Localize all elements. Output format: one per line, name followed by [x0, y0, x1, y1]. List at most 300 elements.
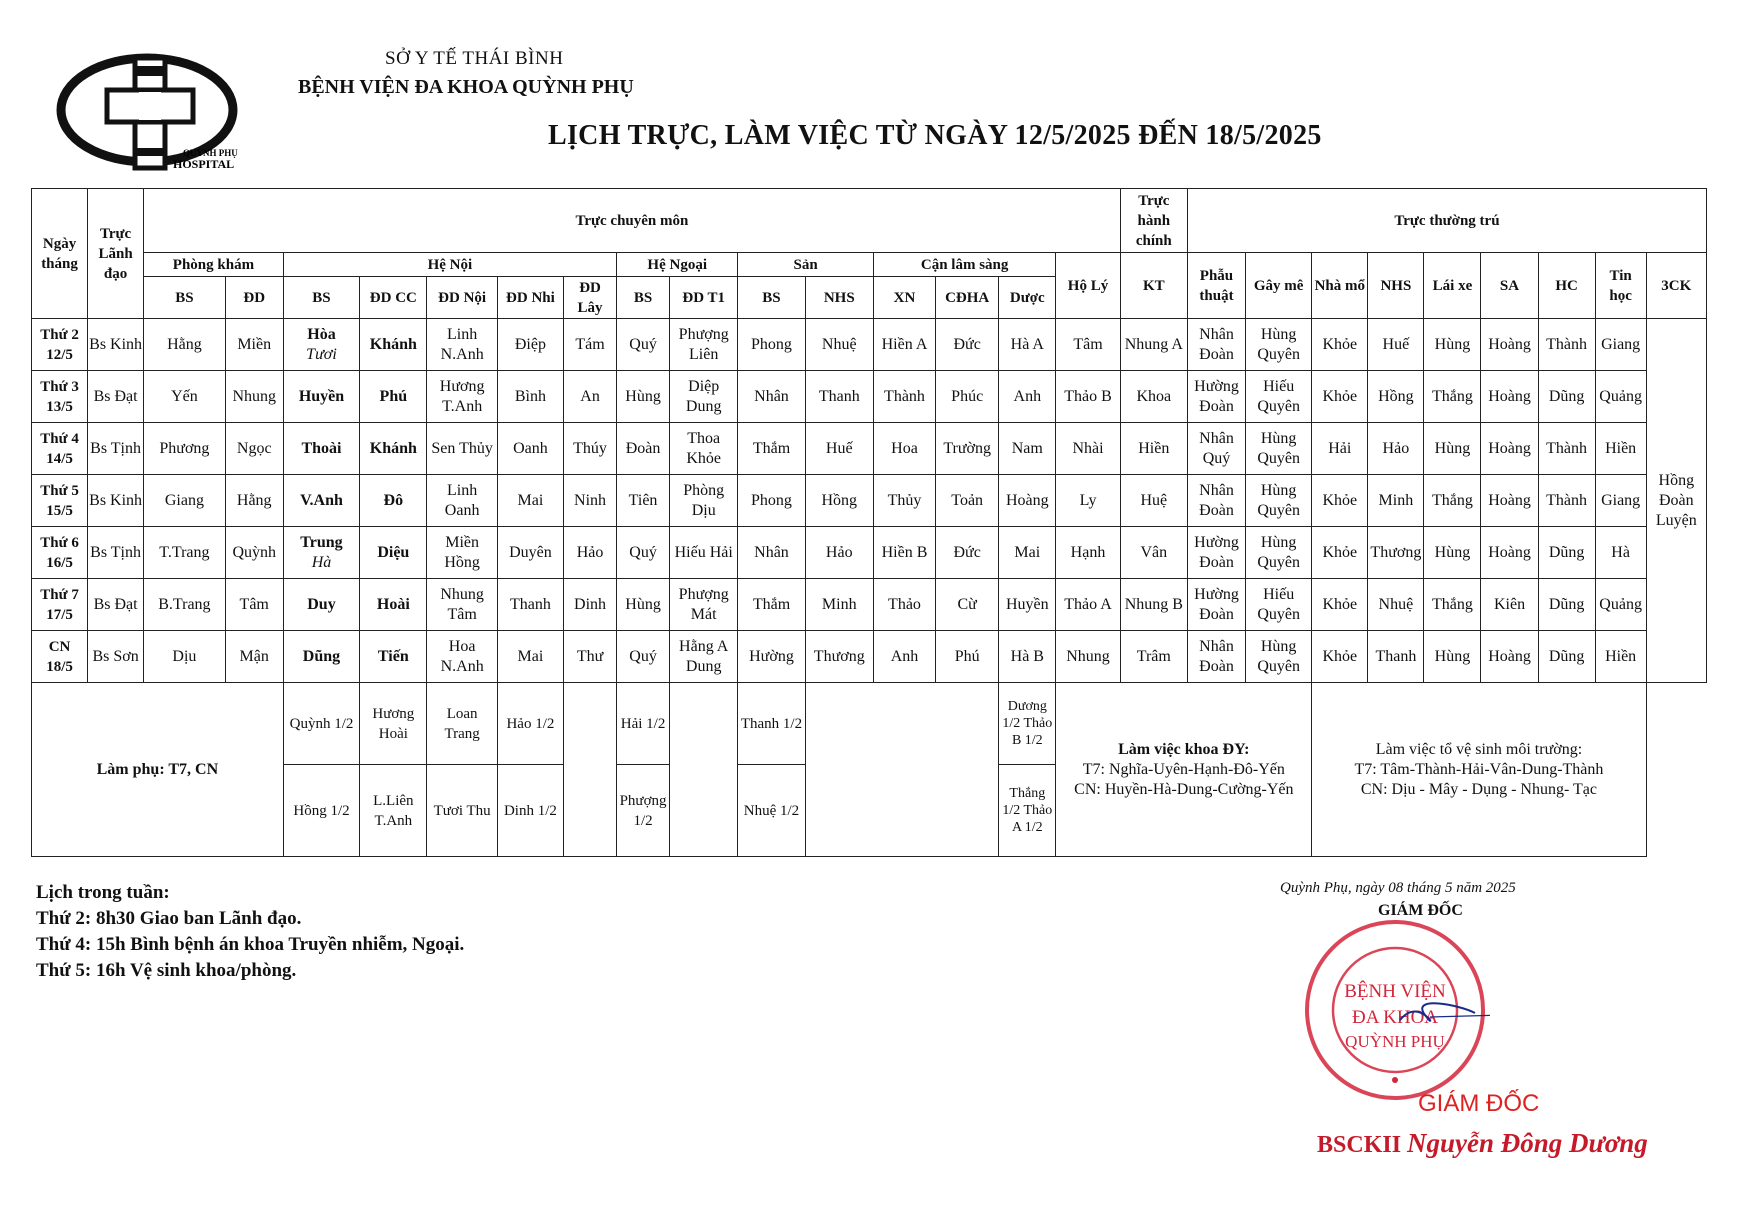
cell-value: Thảo	[888, 595, 921, 613]
cell-value: Hiền B	[881, 543, 928, 561]
cell-value: Đức	[953, 335, 981, 353]
cell-value: Hà B	[1010, 647, 1044, 665]
table-row	[32, 423, 1707, 475]
schedule-cell	[936, 423, 999, 475]
schedule-cell	[873, 475, 935, 527]
schedule-cell	[427, 527, 497, 579]
notes-line-3: Thứ 5: 16h Vệ sinh khoa/phòng.	[36, 960, 297, 981]
col-san-bs: BS	[738, 277, 805, 319]
row-day-name: Thứ 2	[40, 326, 79, 343]
schedule-cell	[1187, 319, 1245, 371]
row-leader: Bs Đạt	[88, 371, 144, 423]
cell-value: Ngọc	[236, 439, 272, 457]
cell-value: Thành	[884, 387, 925, 405]
schedule-cell	[225, 371, 283, 423]
schedule-cell	[1246, 527, 1312, 579]
cell-value: Hùng	[1434, 543, 1471, 561]
cell-value: Hoàng	[1488, 491, 1531, 509]
schedule-cell	[873, 319, 935, 371]
row-day	[32, 631, 88, 683]
notes-title: Lịch trong tuần:	[36, 882, 170, 903]
row-day-name: Thứ 5	[40, 482, 79, 499]
row-day	[32, 527, 88, 579]
schedule-cell	[283, 423, 359, 475]
cell-value: Thoa Khỏe	[686, 429, 722, 467]
schedule-cell	[1424, 423, 1481, 475]
schedule-cell	[936, 371, 999, 423]
schedule-cell	[936, 319, 999, 371]
schedule-cell	[1368, 631, 1424, 683]
cell-value: Duy	[307, 595, 336, 613]
schedule-cell	[564, 631, 617, 683]
cell-value: Hoàng	[1488, 387, 1531, 405]
row-day-name: Thứ 6	[40, 534, 79, 551]
cell-value: Hùng Quyên	[1257, 325, 1300, 363]
col-noi-ddlay: ĐD Lây	[564, 277, 617, 319]
col-noi-ddnoi: ĐD Nội	[427, 277, 497, 319]
schedule-cell	[144, 423, 226, 475]
schedule-cell	[283, 371, 359, 423]
cell-value: Nhung A	[1124, 335, 1183, 353]
schedule-cell	[1424, 631, 1481, 683]
schedule-cell	[225, 319, 283, 371]
schedule-cell	[617, 631, 670, 683]
schedule-cell	[1538, 527, 1595, 579]
row-date: 17/5	[46, 606, 73, 623]
schedule-cell	[1424, 319, 1481, 371]
group-can-lam-sang: Cận lâm sàng	[873, 253, 1055, 277]
ve-sinh-cn: CN: Dịu - Mây - Dụng - Nhung- Tạc	[1360, 780, 1597, 798]
cell-value: Hùng	[1434, 647, 1471, 665]
header-day: Ngày tháng	[32, 189, 88, 319]
cell-value: Thảo B	[1064, 387, 1112, 405]
notes-line-1: Thứ 2: 8h30 Giao ban Lãnh đạo.	[36, 908, 302, 929]
cell-value: Hảo	[1382, 439, 1410, 457]
cell-value: Hiếu Quyên	[1257, 377, 1300, 415]
schedule-cell	[670, 631, 738, 683]
schedule-cell	[497, 423, 563, 475]
cell-value: Yến	[171, 387, 198, 405]
cell-value: Hạnh	[1070, 543, 1106, 561]
schedule-cell	[1595, 371, 1646, 423]
schedule-cell	[1187, 423, 1245, 475]
cell-value: Huyền	[298, 387, 345, 405]
group-phong-kham: Phòng khám	[144, 253, 284, 277]
row-day-name: CN	[48, 638, 71, 655]
cell-value: Hằng A Dung	[679, 637, 729, 675]
cell-value: Phú	[954, 647, 980, 665]
row-day	[32, 475, 88, 527]
schedule-cell	[1120, 423, 1187, 475]
cell-value: Khoa	[1136, 387, 1172, 405]
cell-value: T.Trang	[159, 543, 210, 561]
cell-sub-value: Hà	[311, 553, 332, 571]
cell-value: Thành	[1546, 491, 1588, 509]
schedule-cell	[1368, 423, 1424, 475]
schedule-cell	[1538, 319, 1595, 371]
cell-value: Hùng Quyên	[1257, 429, 1300, 467]
schedule-cell	[497, 475, 563, 527]
cell-value: Thúy	[573, 439, 607, 457]
schedule-cell	[1595, 527, 1646, 579]
schedule-cell	[617, 319, 670, 371]
cell-value: Hiền	[1138, 439, 1170, 457]
schedule-cell	[225, 579, 283, 631]
schedule-cell	[1056, 423, 1120, 475]
lam-phu-cell: Hải 1/2	[617, 683, 670, 765]
cell-value: Quý	[629, 647, 657, 665]
row-date: 16/5	[46, 554, 73, 571]
header-thuong-tru: Trực thường trú	[1187, 189, 1706, 253]
cell-value: Thành	[1546, 335, 1588, 353]
cell-value: Phòng Dịu	[683, 481, 725, 519]
cell-value: Thanh	[509, 595, 551, 613]
schedule-cell	[225, 631, 283, 683]
row-day-name: Thứ 7	[40, 586, 79, 603]
cell-value: Hằng	[167, 335, 202, 353]
cell-value: Hùng	[625, 595, 661, 613]
hospital-logo	[55, 48, 255, 183]
cell-value: Hoa	[891, 439, 918, 457]
schedule-cell	[936, 527, 999, 579]
cell-value: Thảo A	[1064, 595, 1112, 613]
col-nha-mo: Nhà mổ	[1312, 253, 1368, 319]
logo-text-1: QUỲNH PHỤ	[183, 148, 238, 158]
cell-value: Thắng	[1432, 491, 1473, 509]
cell-value: Quý	[629, 543, 657, 561]
group-ho-ly: Hộ Lý	[1056, 253, 1120, 319]
row-day	[32, 319, 88, 371]
col-ngoai-bs: BS	[617, 277, 670, 319]
lam-phu-label: Làm phụ: T7, CN	[32, 683, 284, 857]
schedule-cell	[738, 371, 805, 423]
cell-value: Phúc	[951, 387, 984, 405]
schedule-cell	[360, 319, 427, 371]
cell-value: Hồng	[1378, 387, 1414, 405]
schedule-cell	[497, 371, 563, 423]
row-day	[32, 423, 88, 475]
schedule-cell	[1481, 527, 1538, 579]
notes-line-2: Thứ 4: 15h Bình bệnh án khoa Truyền nhiễm, Ngoại.	[36, 934, 465, 955]
schedule-cell	[1538, 475, 1595, 527]
cell-value: Nhân Đoàn	[1199, 481, 1234, 519]
cell-value: Nhân Đoàn	[1199, 325, 1234, 363]
col-noi-bs: BS	[283, 277, 359, 319]
schedule-cell	[360, 527, 427, 579]
signer	[1317, 1128, 1648, 1159]
ve-sinh-title: Làm việc tổ vệ sinh môi trường:	[1375, 740, 1583, 758]
schedule-cell	[1481, 579, 1538, 631]
ve-sinh-t7: T7: Tâm-Thành-Hải-Vân-Dung-Thành	[1354, 760, 1604, 778]
cell-value: Hiếu Quyên	[1257, 585, 1300, 623]
schedule-cell	[999, 319, 1056, 371]
cell-value: Nhung Tâm	[440, 585, 484, 623]
table-row	[32, 527, 1707, 579]
schedule-cell	[805, 631, 873, 683]
cell-value: Nhân Quý	[1199, 429, 1234, 467]
cell-value: Khánh	[369, 335, 417, 353]
row-leader: Bs Sơn	[88, 631, 144, 683]
cell-value: Anh	[1013, 387, 1042, 405]
schedule-cell	[360, 423, 427, 475]
lam-phu-empty	[564, 683, 617, 857]
schedule-cell	[1538, 579, 1595, 631]
cell-value: V.Anh	[300, 491, 343, 509]
cell-value: Huế	[825, 439, 853, 457]
schedule-cell	[283, 527, 359, 579]
cell-value: Khỏe	[1322, 387, 1358, 405]
row-day	[32, 371, 88, 423]
cell-value: Nhung	[1066, 647, 1110, 665]
schedule-cell	[225, 527, 283, 579]
lam-phu-cell: L.Liên T.Anh	[360, 765, 427, 857]
schedule-cell	[360, 371, 427, 423]
table-row	[32, 631, 1707, 683]
lam-phu-cell: Hảo 1/2	[497, 683, 563, 765]
cell-value: Thành	[1546, 439, 1588, 457]
schedule-cell	[427, 319, 497, 371]
schedule-cell	[1056, 631, 1120, 683]
department-name: SỞ Y TẾ THÁI BÌNH	[385, 48, 564, 69]
table-row	[32, 475, 1707, 527]
schedule-cell	[564, 527, 617, 579]
cell-value: Hà	[1611, 543, 1630, 561]
cell-value: Hà A	[1010, 335, 1044, 353]
khoa-dy-box	[1056, 683, 1312, 857]
schedule-cell	[1246, 319, 1312, 371]
schedule-cell	[564, 423, 617, 475]
schedule-cell	[283, 579, 359, 631]
schedule-cell	[497, 319, 563, 371]
schedule-cell	[283, 475, 359, 527]
lam-phu-cell: Thắng 1/2 Thảo A 1/2	[999, 765, 1056, 857]
schedule-cell	[805, 527, 873, 579]
schedule-cell	[144, 319, 226, 371]
schedule-cell	[427, 423, 497, 475]
row-day-name: Thứ 4	[40, 430, 79, 447]
row-date: 14/5	[46, 450, 73, 467]
schedule-cell	[999, 423, 1056, 475]
schedule-rows	[32, 319, 1707, 683]
table-row	[32, 371, 1707, 423]
lam-phu-cell: Loan Trang	[427, 683, 497, 765]
cell-value: Hảo	[825, 543, 853, 561]
signer-degree: BSCKII	[1317, 1132, 1402, 1158]
cell-value: Hoàng	[1488, 335, 1531, 353]
cell-value: Hiền	[1605, 647, 1637, 665]
schedule-cell	[1120, 527, 1187, 579]
schedule-cell	[360, 579, 427, 631]
cell-value: Hùng Quyên	[1257, 637, 1300, 675]
cell-value: Hoa N.Anh	[440, 637, 484, 675]
cell-value: Trung	[300, 533, 343, 551]
schedule-cell	[999, 579, 1056, 631]
schedule-cell	[805, 423, 873, 475]
schedule-cell	[360, 631, 427, 683]
schedule-cell	[1312, 579, 1368, 631]
cell-value: Dịu	[172, 647, 197, 665]
col-cdha: CĐHA	[936, 277, 999, 319]
schedule-cell	[1481, 423, 1538, 475]
cell-value: Dũng	[1548, 543, 1585, 561]
cell-value: B.Trang	[158, 595, 211, 613]
schedule-cell	[1312, 527, 1368, 579]
cell-value: Thắng	[1432, 387, 1473, 405]
schedule-cell	[1056, 371, 1120, 423]
cell-value: Nhân Đoàn	[1199, 637, 1234, 675]
schedule-cell	[1538, 631, 1595, 683]
schedule-cell	[1312, 319, 1368, 371]
cell-value: Phương	[159, 439, 210, 457]
schedule-cell	[497, 527, 563, 579]
schedule-cell	[144, 579, 226, 631]
schedule-cell	[427, 371, 497, 423]
schedule-cell	[873, 371, 935, 423]
col-noi-ddnhi: ĐD Nhi	[497, 277, 563, 319]
col-sa: SA	[1481, 253, 1538, 319]
cell-value: Hương T.Anh	[439, 377, 485, 415]
header-hanh-chinh: Trực hành chính	[1120, 189, 1187, 253]
lam-phu-cell: Quỳnh 1/2	[283, 683, 359, 765]
schedule-cell	[873, 423, 935, 475]
schedule-cell	[1246, 579, 1312, 631]
col-duoc: Dược	[999, 277, 1056, 319]
schedule-cell	[805, 319, 873, 371]
schedule-cell	[1368, 475, 1424, 527]
schedule-cell	[1424, 579, 1481, 631]
cell-value: Dũng	[302, 647, 341, 665]
schedule-cell	[564, 475, 617, 527]
cell-value: Khỏe	[1322, 595, 1358, 613]
schedule-cell	[738, 527, 805, 579]
page-title: LỊCH TRỰC, LÀM VIỆC TỪ NGÀY 12/5/2025 ĐẾN 18/5/2025	[548, 120, 1322, 151]
schedule-cell	[1424, 527, 1481, 579]
cell-value: Đức	[953, 543, 981, 561]
schedule-cell	[936, 579, 999, 631]
schedule-cell	[1312, 631, 1368, 683]
row-leader: Bs Tịnh	[88, 527, 144, 579]
col-hc: HC	[1538, 253, 1595, 319]
cell-value: An	[580, 387, 600, 405]
cell-sub-value: Tươi	[306, 345, 337, 363]
cell-value: Hường	[749, 647, 794, 665]
schedule-cell	[805, 579, 873, 631]
cell-value: Minh	[821, 595, 857, 613]
schedule-cell	[1481, 475, 1538, 527]
schedule-cell	[1246, 371, 1312, 423]
cell-value: Hoàng	[1488, 647, 1531, 665]
cell-value: Mai	[517, 647, 544, 665]
table-row	[32, 579, 1707, 631]
lam-phu-cell: Dinh 1/2	[497, 765, 563, 857]
cell-value: Nam	[1011, 439, 1043, 457]
schedule-cell	[738, 579, 805, 631]
cell-value: Hùng Quyên	[1257, 481, 1300, 519]
row-leader: Bs Kinh	[88, 319, 144, 371]
cell-value: Dinh	[574, 595, 607, 613]
schedule-cell	[738, 319, 805, 371]
schedule-cell	[564, 371, 617, 423]
group-san: Sản	[738, 253, 874, 277]
cell-value: Tiến	[377, 647, 409, 665]
schedule-cell	[1424, 475, 1481, 527]
schedule-cell	[617, 579, 670, 631]
schedule-cell	[283, 631, 359, 683]
schedule-cell	[144, 371, 226, 423]
schedule-cell	[1120, 631, 1187, 683]
cell-value: Minh	[1378, 491, 1414, 509]
col-noi-ddcc: ĐD CC	[360, 277, 427, 319]
cell-value: Phượng Mát	[678, 585, 729, 623]
schedule-cell	[497, 631, 563, 683]
cell-value: Huyền	[1005, 595, 1049, 613]
cell-value: Trâm	[1136, 647, 1171, 665]
cell-value: Linh N.Anh	[440, 325, 484, 363]
cell-value: Hiền	[1605, 439, 1637, 457]
row-date: 15/5	[46, 502, 73, 519]
schedule-cell	[1246, 631, 1312, 683]
schedule-cell	[999, 527, 1056, 579]
khoa-dy-title: Làm việc khoa ĐY:	[1118, 740, 1250, 758]
cell-value: Phượng Liên	[678, 325, 729, 363]
cell-value: Oanh	[513, 439, 548, 457]
cell-value: Duyên	[509, 543, 552, 561]
cell-value: Tiên	[628, 491, 658, 509]
schedule-cell	[670, 319, 738, 371]
cell-value: Điệp	[514, 335, 546, 353]
row-day-name: Thứ 3	[40, 378, 79, 395]
cell-value: Hùng	[1434, 439, 1471, 457]
schedule-cell	[670, 475, 738, 527]
cell-value: Giang	[1601, 335, 1641, 353]
schedule-cell	[936, 475, 999, 527]
col-lai-xe: Lái xe	[1424, 253, 1481, 319]
row-day	[32, 579, 88, 631]
sign-date: Quỳnh Phụ, ngày 08 tháng 5 năm 2025	[1280, 880, 1516, 896]
schedule-cell	[1056, 579, 1120, 631]
cell-value: Thương	[1370, 543, 1422, 561]
cell-value: Nhân	[754, 387, 789, 405]
cell-value: Thoài	[301, 439, 342, 457]
schedule-cell	[1538, 371, 1595, 423]
header-leader: Trực Lãnh đạo	[88, 189, 144, 319]
cell-value: Giang	[164, 491, 204, 509]
lam-phu-cell: Tươi Thu	[427, 765, 497, 857]
cell-value: Hải	[1328, 439, 1352, 457]
schedule-cell	[1595, 579, 1646, 631]
schedule-cell	[1187, 579, 1245, 631]
schedule-cell	[564, 579, 617, 631]
cell-value: Hảo	[576, 543, 604, 561]
schedule-cell	[1595, 475, 1646, 527]
schedule-cell	[670, 527, 738, 579]
cell-value: Thắng	[1432, 595, 1473, 613]
cell-value: Cừ	[957, 595, 977, 613]
cell-value: Quỳnh	[232, 543, 276, 561]
schedule-cell	[360, 475, 427, 527]
cell-value: Hiếu Hải	[674, 543, 733, 561]
group-he-ngoai: Hệ Ngoại	[617, 253, 738, 277]
cell-value: Phong	[751, 335, 792, 353]
cell-value: Khỏe	[1322, 335, 1358, 353]
cell-value: Thanh	[1375, 647, 1417, 665]
schedule-cell	[427, 579, 497, 631]
schedule-cell	[1056, 527, 1120, 579]
khoa-dy-cn: CN: Huyền-Hà-Dung-Cường-Yến	[1074, 780, 1294, 798]
cell-value: Ninh	[574, 491, 607, 509]
col-phau-thuat: Phẫu thuật	[1187, 253, 1245, 319]
col-san-nhs: NHS	[805, 277, 873, 319]
